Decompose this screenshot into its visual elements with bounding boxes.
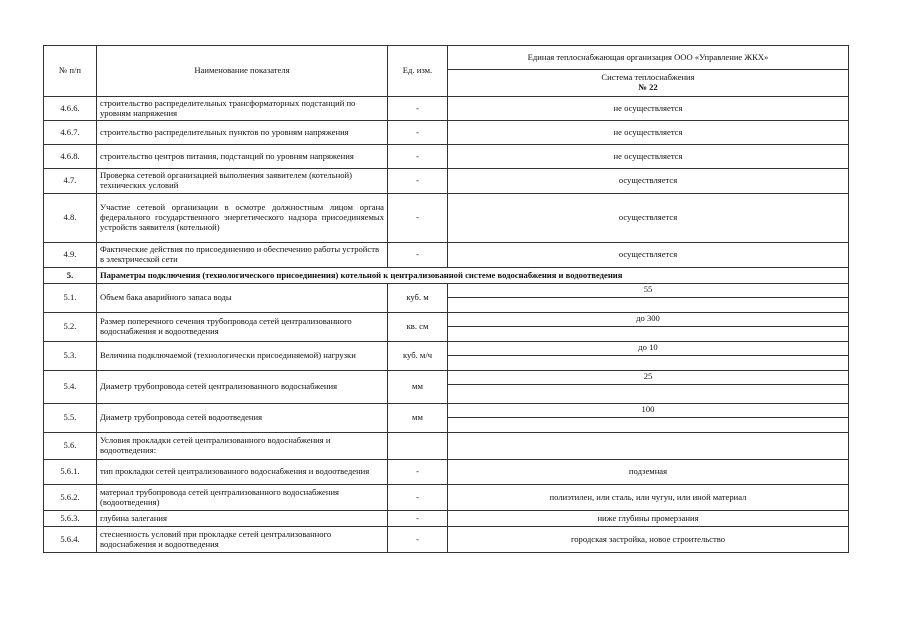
table-row [44, 145, 849, 169]
row-name: Диаметр трубопровода сетей водоотведения [97, 404, 388, 433]
row-name: строительство распределительных пунктов по уровням напряжения [97, 121, 388, 145]
header-unit: Ед. изм. [388, 46, 448, 97]
row-unit: мм [388, 404, 448, 433]
header-row [44, 46, 849, 70]
row-unit: куб. м/ч [388, 342, 448, 371]
row-num: 5.6.1. [44, 460, 97, 485]
row-value-cell [448, 284, 849, 313]
header-system [448, 70, 849, 97]
row-unit: - [388, 169, 448, 194]
table-row [44, 460, 849, 485]
row-value: осуществляется [448, 194, 849, 243]
section-title: Параметры подключения (технологического присоединения) котельной к централизованной системе водоснабжения и водоотведения [97, 268, 849, 284]
row-num: 5.3. [44, 342, 97, 371]
row-name: материал трубопровода сетей централизованного водоснабжения (водоотведения) [97, 485, 388, 511]
section-row [44, 268, 849, 284]
row-num: 4.9. [44, 243, 97, 268]
row-name: Фактические действия по присоединению и обеспечению работы устройств в электрической сети [97, 243, 388, 268]
row-num: 4.6.6. [44, 97, 97, 121]
row-num: 5.1. [44, 284, 97, 313]
row-unit: - [388, 460, 448, 485]
row-value: до 10 [448, 342, 848, 356]
row-unit: - [388, 97, 448, 121]
header-system-line1: Система теплоснабжения [601, 72, 695, 83]
table-row [44, 485, 849, 511]
row-num: 4.6.8. [44, 145, 97, 169]
row-num: 5.5. [44, 404, 97, 433]
table-row [44, 371, 849, 404]
row-num: 5.6. [44, 433, 97, 460]
row-unit: - [388, 145, 448, 169]
table-row [44, 404, 849, 433]
row-name: Объем бака аварийного запаса воды [97, 284, 388, 313]
row-name: стесненность условий при прокладке сетей централизованного водоснабжения и водоотведения [97, 527, 388, 553]
table-row [44, 527, 849, 553]
row-value: городская застройка, новое строительство [448, 527, 849, 553]
row-name: строительство распределительных трансформаторных подстанций по уровням напряжения [97, 97, 388, 121]
row-num: 5.6.3. [44, 511, 97, 527]
row-name: глубина залегания [97, 511, 388, 527]
table-row [44, 313, 849, 342]
row-num: 4.6.7. [44, 121, 97, 145]
row-name: Условия прокладки сетей централизованного водоснабжения и водоотведения: [97, 433, 388, 460]
row-unit: - [388, 243, 448, 268]
table-row [44, 511, 849, 527]
row-name: Проверка сетевой организацией выполнения заявителем (котельной) технических условий [97, 169, 388, 194]
row-unit: - [388, 194, 448, 243]
indicators-table [43, 45, 849, 553]
row-name: Участие сетевой организации в осмотре должностным лицом органа федерального государственного энергетического надзора присоединяемых устройств заявителя (котельной) [97, 194, 388, 243]
header-system-line2: № 22 [638, 82, 658, 92]
row-value: не осуществляется [448, 121, 849, 145]
row-value: полиэтилен, или сталь, или чугун, или иной материал [448, 485, 849, 511]
row-value: ниже глубины промерзания [448, 511, 849, 527]
table-row [44, 243, 849, 268]
row-value-cell [448, 342, 849, 371]
row-unit: - [388, 121, 448, 145]
row-value: до 300 [448, 313, 848, 327]
row-unit: - [388, 511, 448, 527]
row-name: Диаметр трубопровода сетей централизованного водоснабжения [97, 371, 388, 404]
table-row [44, 169, 849, 194]
row-num: 4.8. [44, 194, 97, 243]
row-value-cell [448, 404, 849, 433]
row-value-cell [448, 371, 849, 404]
row-unit: куб. м [388, 284, 448, 313]
table-row [44, 194, 849, 243]
table-row [44, 284, 849, 313]
row-num: 5.6.2. [44, 485, 97, 511]
table-row [44, 97, 849, 121]
row-num: 5.4. [44, 371, 97, 404]
row-value: не осуществляется [448, 97, 849, 121]
table-row [44, 121, 849, 145]
row-name: Размер поперечного сечения трубопровода сетей централизованного водоснабжения и водоотведения [97, 313, 388, 342]
header-org: Единая теплоснабжающая организация ООО «Управление ЖКХ» [448, 46, 849, 70]
row-value: 25 [448, 371, 848, 385]
header-num: № п/п [44, 46, 97, 97]
row-unit: кв. см [388, 313, 448, 342]
row-unit: мм [388, 371, 448, 404]
row-num: 5.6.4. [44, 527, 97, 553]
row-value: осуществляется [448, 169, 849, 194]
row-unit: - [388, 485, 448, 511]
row-name: строительство центров питания, подстанций по уровням напряжения [97, 145, 388, 169]
table-row [44, 433, 849, 460]
row-value: подземная [448, 460, 849, 485]
row-value: не осуществляется [448, 145, 849, 169]
row-num: 4.7. [44, 169, 97, 194]
row-num: 5.2. [44, 313, 97, 342]
row-value: 55 [448, 284, 848, 298]
row-name: тип прокладки сетей централизованного водоснабжения и водоотведения [97, 460, 388, 485]
row-value: осуществляется [448, 243, 849, 268]
row-value: 100 [448, 404, 848, 418]
row-name: Величина подключаемой (технологически присоединяемой) нагрузки [97, 342, 388, 371]
header-name: Наименование показателя [97, 46, 388, 97]
row-value-cell [448, 313, 849, 342]
row-unit: - [388, 527, 448, 553]
table-row [44, 342, 849, 371]
section-num: 5. [44, 268, 97, 284]
